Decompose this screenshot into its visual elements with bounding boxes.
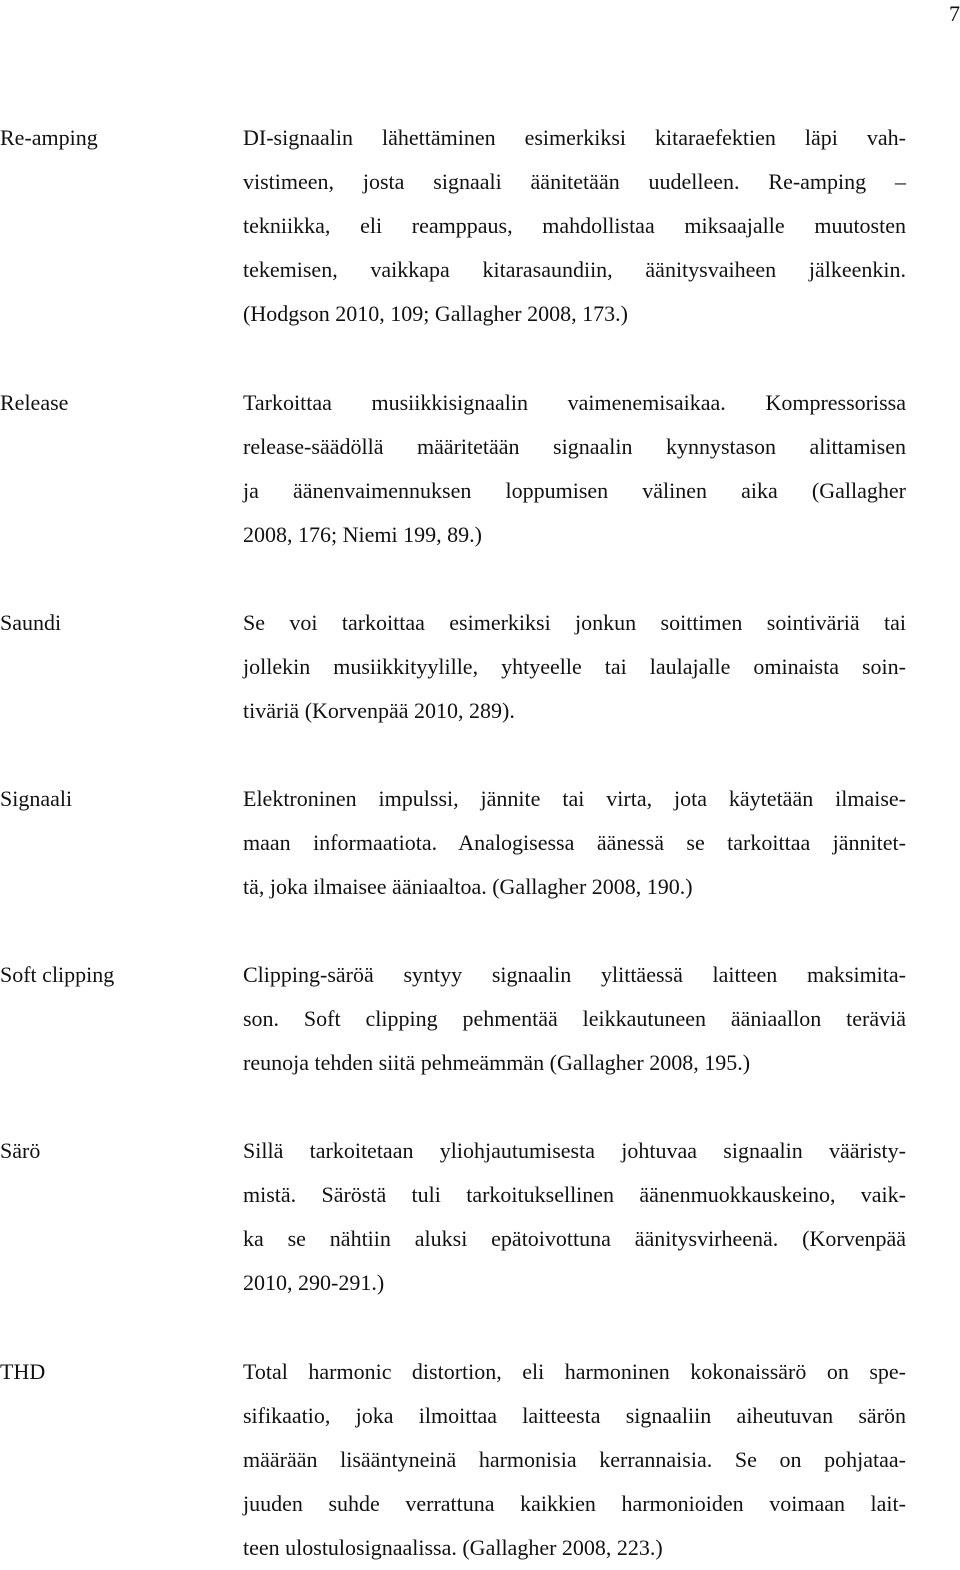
definition-line: jollekin musiikkityylille, yhtyeelle tai laulajalle ominaista soin-	[243, 654, 906, 679]
page-number: 7	[949, 1, 960, 26]
definition-line: tekemisen, vaikkapa kitarasaundiin, äänitysvaiheen jälkeenkin.	[243, 257, 906, 282]
glossary-definition	[243, 601, 906, 733]
definition-line: 2010, 290-291.)	[243, 1270, 385, 1295]
glossary-definition	[243, 953, 906, 1085]
glossary-term: Signaali	[0, 786, 73, 811]
glossary-term: Soft clipping	[0, 962, 115, 987]
definition-line: teen ulostulosignaalissa. (Gallagher 2008, 223.)	[243, 1535, 663, 1560]
definition-line: 2008, 176; Niemi 199, 89.)	[243, 522, 482, 547]
glossary-term: Saundi	[0, 610, 62, 635]
glossary-term: Release	[0, 390, 69, 415]
definition-line: DI-signaalin lähettäminen esimerkiksi kitaraefektien läpi vah-	[243, 125, 906, 150]
definition-line: (Hodgson 2010, 109; Gallagher 2008, 173.)	[243, 301, 628, 326]
definition-line: reunoja tehden siitä pehmeämmän (Gallagher 2008, 195.)	[243, 1050, 751, 1075]
definition-line: määrään lisääntyneinä harmonisia kerrannaisia. Se on pohjataa-	[243, 1447, 906, 1472]
definition-line: Clipping-säröä syntyy signaalin ylittäessä laitteen maksimita-	[243, 962, 906, 987]
definition-line: tä, joka ilmaisee ääniaaltoa. (Gallagher 2008, 190.)	[243, 874, 693, 899]
definition-line: vistimeen, josta signaali äänitetään uudelleen. Re-amping –	[243, 169, 906, 194]
glossary-definition	[243, 116, 906, 336]
definition-line: tiväriä (Korvenpää 2010, 289).	[243, 698, 515, 723]
definition-line: Elektroninen impulssi, jännite tai virta, jota käytetään ilmaise-	[243, 786, 906, 811]
definition-line: maan informaatiota. Analogisessa äänessä se tarkoittaa jännitet-	[243, 830, 906, 855]
glossary-term: Särö	[0, 1138, 41, 1163]
definition-line: son. Soft clipping pehmentää leikkautuneen ääniaallon teräviä	[243, 1006, 906, 1031]
definition-line: tekniikka, eli reamppaus, mahdollistaa miksaajalle muutosten	[243, 213, 906, 238]
glossary-definition	[243, 777, 906, 909]
definition-line: release-säädöllä määritetään signaalin kynnystason alittamisen	[243, 434, 906, 459]
glossary-definition	[243, 381, 906, 557]
glossary-term: Re-amping	[0, 125, 98, 150]
definition-line: Total harmonic distortion, eli harmoninen kokonaissärö on spe-	[243, 1359, 906, 1384]
glossary-term: THD	[0, 1359, 46, 1384]
definition-line: ka se nähtiin aluksi epätoivottuna äänitysvirheenä. (Korvenpää	[243, 1226, 906, 1251]
glossary-definition	[243, 1129, 906, 1305]
definition-line: sifikaatio, joka ilmoittaa laitteesta signaaliin aiheutuvan särön	[243, 1403, 906, 1428]
definition-line: Tarkoittaa musiikkisignaalin vaimenemisaikaa. Kompressorissa	[243, 390, 906, 415]
definition-line: Se voi tarkoittaa esimerkiksi jonkun soittimen sointiväriä tai	[243, 610, 906, 635]
glossary-definition	[243, 1350, 906, 1570]
definition-line: ja äänenvaimennuksen loppumisen välinen aika (Gallagher	[243, 478, 906, 503]
definition-line: Sillä tarkoitetaan yliohjautumisesta johtuvaa signaalin vääristy-	[243, 1138, 906, 1163]
definition-line: mistä. Säröstä tuli tarkoituksellinen äänenmuokkauskeino, vaik-	[243, 1182, 906, 1207]
definition-line: juuden suhde verrattuna kaikkien harmonioiden voimaan lait-	[243, 1491, 906, 1516]
